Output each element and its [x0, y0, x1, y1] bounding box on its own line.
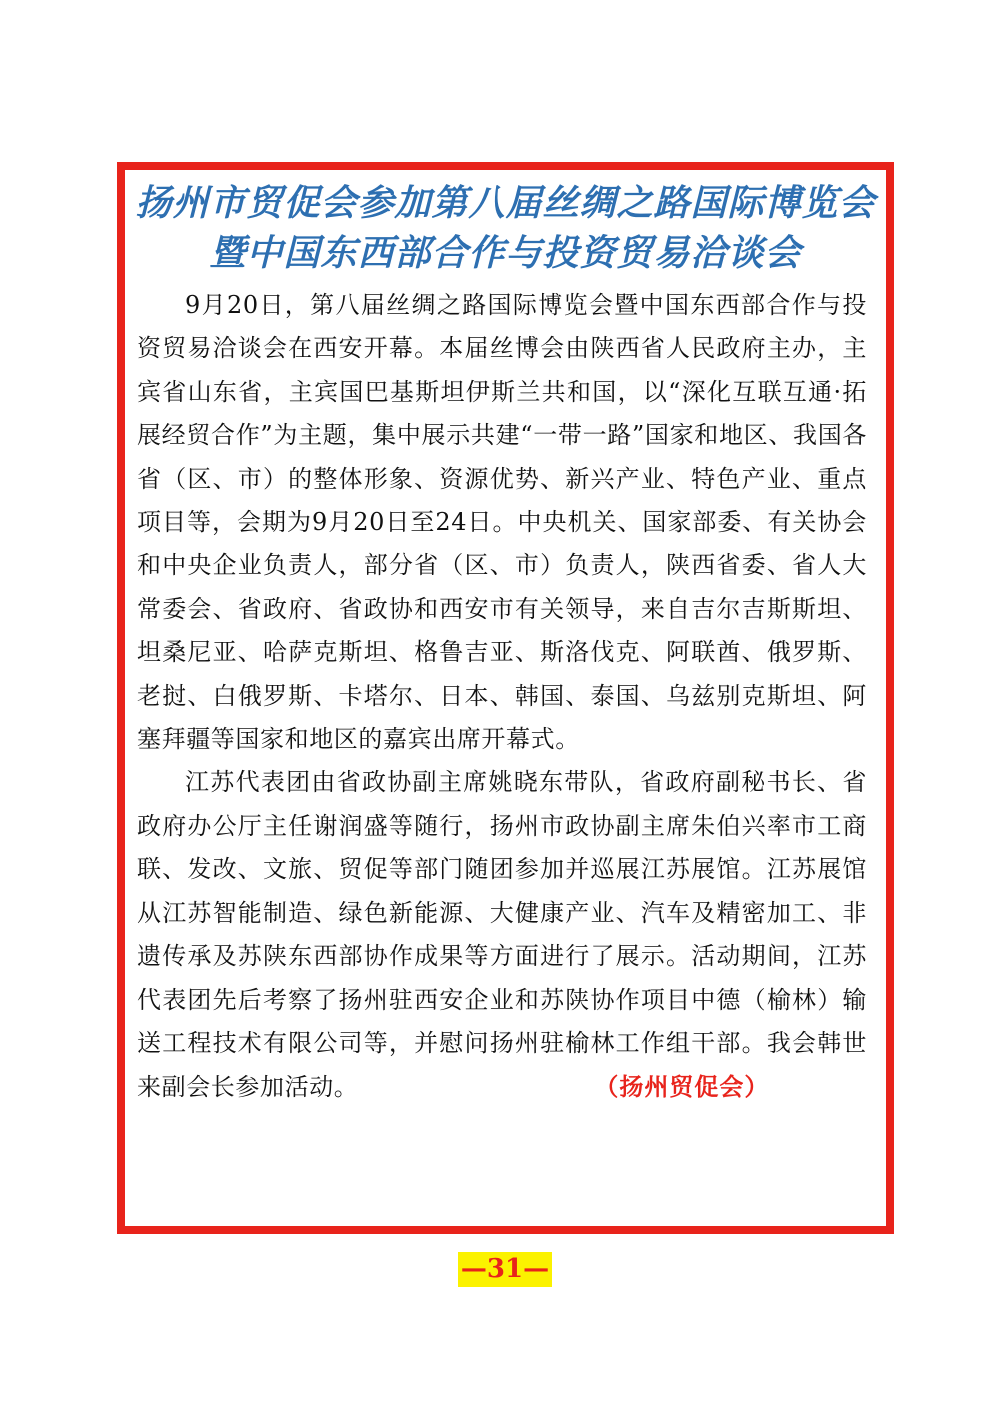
article-body	[137, 284, 867, 1110]
article-paragraph-2-text: 江苏代表团由省政协副主席姚晓东带队，省政府副秘书长、省政府办公厅主任谢润盛等随行，扬州市政协副主席朱伯兴率市工商联、发改、文旅、贸促等部门随团参加并巡展江苏展馆。江苏展馆从江苏智能制造、绿色新能源、大健康产业、汽车及精密加工、非遗传承及苏陕东西部协作成果等方面进行了展示。活动期间，江苏代表团先后考察了扬州驻西安企业和苏陕协作项目中德（榆林）输送工程技术有限公司等，并慰问扬州驻榆林工作组干部。我会韩世来副会长参加活动。	[137, 768, 867, 1102]
article-source: （扬州贸促会）	[606, 1072, 770, 1102]
article-paragraph-2	[137, 761, 867, 1109]
article-title	[125, 178, 886, 278]
page-number: —31—	[458, 1252, 552, 1287]
article-title-line-2: 暨中国东西部合作与投资贸易洽谈会	[209, 232, 802, 274]
article-paragraph-1: 9月20日，第八届丝绸之路国际博览会暨中国东西部合作与投资贸易洽谈会在西安开幕。本届丝博会由陕西省人民政府主办，主宾省山东省，主宾国巴基斯坦伊斯兰共和国，以“深化互联互通·拓展经贸合作”为主题，集中展示共建“一带一路”国家和地区、我国各省（区、市）的整体形象、资源优势、新兴产业、特色产业、重点项目等，会期为9月20日至24日。中央机关、国家部委、有关协会和中央企业负责人，部分省（区、市）负责人，陕西省委、省人大常委会、省政府、省政协和西安市有关领导，来自吉尔吉斯斯坦、坦桑尼亚、哈萨克斯坦、格鲁吉亚、斯洛伐克、阿联酋、俄罗斯、老挝、白俄罗斯、卡塔尔、日本、韩国、泰国、乌兹别克斯坦、阿塞拜疆等国家和地区的嘉宾出席开幕式。	[137, 291, 867, 754]
article-title-line-1: 扬州市贸促会参加第八届丝绸之路国际博览会	[135, 182, 876, 224]
